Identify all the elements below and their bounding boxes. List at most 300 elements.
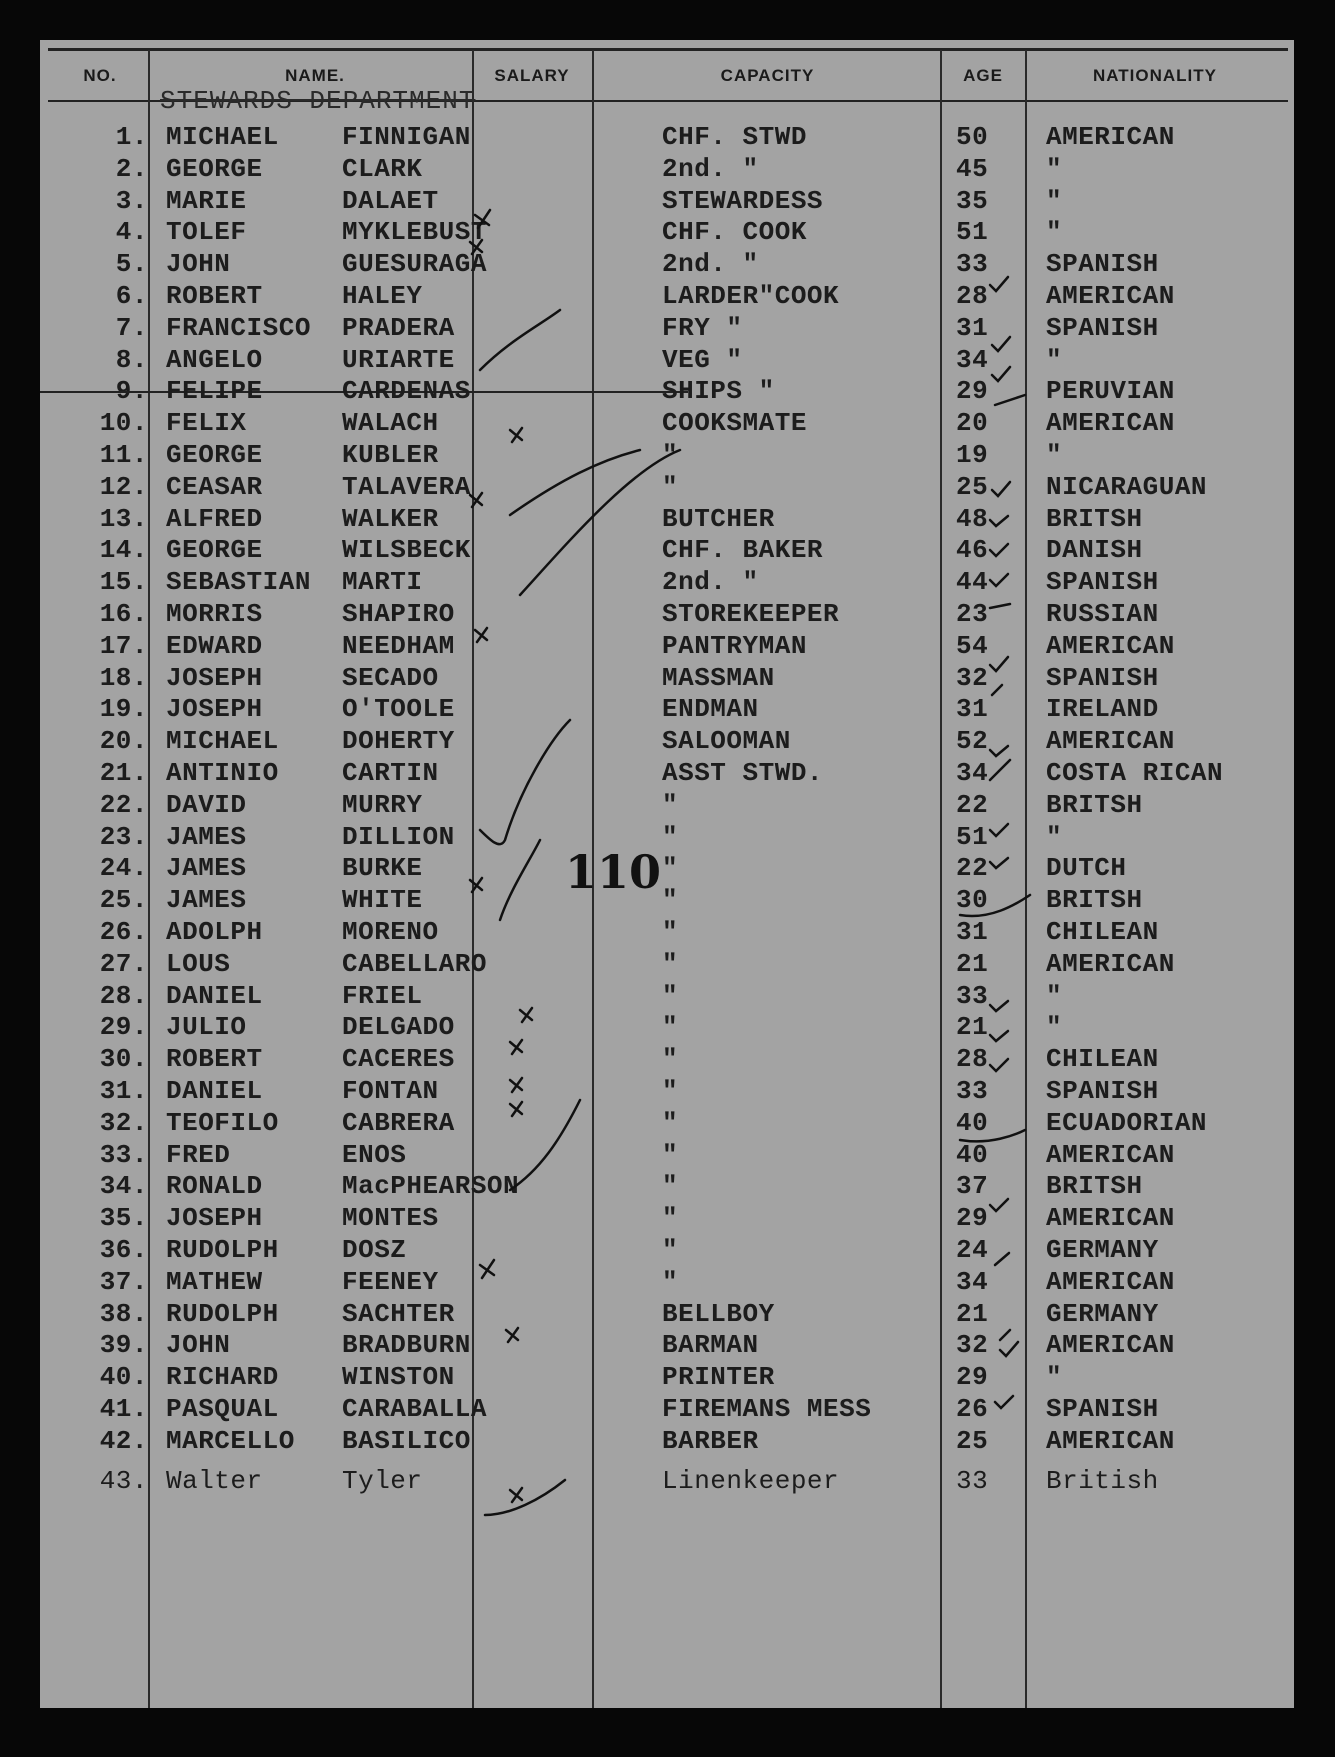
crew-first-name: FRANCISCO [166,312,311,343]
crew-row [40,1235,1294,1267]
crew-number: 39. [99,1330,148,1361]
crew-first-name: JOHN [166,249,231,280]
crew-nationality: " [1046,1362,1063,1393]
crew-capacity: " [662,948,679,979]
crew-row [40,631,1294,663]
crew-row [40,853,1294,885]
header-nationality: NATIONALITY [1092,66,1217,85]
crew-row [40,567,1294,599]
crew-last-name: WALACH [342,408,439,439]
crew-last-name: BASILICO [342,1425,471,1456]
crew-capacity: " [662,1266,679,1297]
crew-last-name: SHAPIRO [342,599,455,629]
crew-first-name: DANIEL [166,1076,263,1106]
crew-row [40,154,1294,186]
crew-last-name: KUBLER [342,440,439,470]
crew-nationality: " [1046,153,1063,184]
crew-number: 43. [99,1465,148,1496]
crew-nationality: SPANISH [1046,249,1159,280]
department-heading: STEWARDS DEPARTMENT [160,86,476,116]
crew-nationality: " [1046,185,1063,216]
crew-capacity: " [662,789,679,820]
crew-last-name: WINSTON [342,1362,455,1393]
crew-number: 18. [99,662,148,693]
crew-row [40,472,1294,504]
crew-age: 32 [956,662,989,693]
crew-row [40,313,1294,345]
crew-nationality: RUSSIAN [1046,599,1159,629]
crew-first-name: GEORGE [166,440,263,470]
crew-first-name: MATHEW [166,1266,263,1297]
crew-nationality: SPANISH [1046,662,1159,693]
crew-last-name: HALEY [342,281,423,311]
crew-age: 45 [956,153,989,184]
crew-age: 52 [956,726,989,757]
crew-first-name: FRED [166,1139,231,1170]
crew-first-name: RONALD [166,1171,263,1202]
crew-nationality: AMERICAN [1046,1266,1175,1297]
crew-last-name: MYKLEBUST [342,217,487,248]
crew-first-name: DANIEL [166,980,263,1011]
crew-first-name: MARCELLO [166,1425,295,1456]
crew-capacity: CHF. COOK [662,217,807,248]
crew-age: 19 [956,440,989,470]
crew-row [40,726,1294,758]
crew-last-name: CABRERA [342,1107,455,1138]
crew-age: 40 [956,1139,989,1170]
crew-number: 31. [99,1076,148,1106]
crew-last-name: CARABALLA [342,1394,487,1424]
crew-last-name: WILSBECK [342,535,471,566]
crew-age: 40 [956,1107,989,1138]
crew-row [40,885,1294,917]
crew-age: 28 [956,1044,989,1075]
crew-nationality: SPANISH [1046,567,1159,598]
crew-number: 40. [99,1362,148,1393]
crew-row [40,186,1294,218]
crew-number: 25. [99,885,148,916]
crew-capacity: CHF. BAKER [662,535,824,566]
crew-nationality: PERUVIAN [1046,376,1175,407]
crew-age: 51 [956,821,989,852]
crew-number: 9. [68,376,148,406]
crew-age: 23 [956,599,989,629]
crew-first-name: JOSEPH [166,1203,263,1234]
crew-age: 25 [956,471,989,502]
crew-number: 21. [99,758,148,788]
crew-last-name: MONTES [342,1203,439,1234]
crew-capacity: PRINTER [662,1362,775,1393]
crew-last-name: Tyler [342,1465,423,1496]
crew-first-name: ALFRED [166,503,263,534]
crew-row [40,981,1294,1013]
crew-capacity: " [662,440,679,470]
crew-first-name: JULIO [166,1012,247,1043]
header-no: NO. [83,66,117,85]
crew-first-name: FELIX [166,408,247,439]
crew-row [40,1012,1294,1044]
crew-nationality: " [1046,980,1063,1011]
crew-last-name: DILLION [342,821,455,852]
crew-number: 27. [99,948,148,979]
crew-age: 21 [956,948,989,979]
crew-first-name: EDWARD [166,630,263,661]
crew-capacity: " [662,1139,679,1170]
crew-age: 31 [956,312,989,343]
crew-capacity: " [662,853,679,884]
crew-age: 34 [956,344,989,375]
crew-age: 21 [956,1012,989,1043]
crew-capacity: " [662,1107,679,1138]
crew-capacity: STOREKEEPER [662,599,840,629]
crew-number: 20. [99,726,148,757]
crew-capacity: MASSMAN [662,662,775,693]
crew-number: 36. [99,1235,148,1265]
crew-last-name: FONTAN [342,1076,439,1106]
crew-nationality: GERMANY [1046,1298,1159,1329]
crew-age: 50 [956,122,989,152]
crew-nationality: AMERICAN [1046,1139,1175,1170]
crew-number: 23. [99,821,148,852]
crew-row [40,822,1294,854]
header-salary: SALARY [494,66,570,85]
crew-capacity: " [662,1076,679,1106]
manifest-sheet [40,40,1294,1708]
crew-last-name: MORENO [342,917,439,947]
crew-number: 28. [99,980,148,1011]
crew-capacity: BELLBOY [662,1298,775,1329]
crew-capacity: " [662,1012,679,1043]
crew-last-name: PRADERA [342,312,455,343]
crew-number: 17. [99,630,148,661]
crew-nationality: " [1046,344,1063,375]
crew-capacity: Linenkeeper [662,1465,840,1496]
crew-age: 33 [956,980,989,1011]
crew-row [40,758,1294,790]
crew-capacity: 2nd. " [662,567,759,598]
crew-nationality: AMERICAN [1046,948,1175,979]
crew-capacity: FRY " [662,312,743,343]
crew-last-name: WHITE [342,885,423,916]
crew-last-name: DOHERTY [342,726,455,757]
crew-nationality: SPANISH [1046,1394,1159,1424]
crew-number: 16. [99,599,148,629]
crew-row [40,376,1294,408]
crew-nationality: SPANISH [1046,1076,1159,1106]
crew-row [40,1108,1294,1140]
crew-number: 10. [99,408,148,439]
crew-number: 35. [99,1203,148,1234]
crew-row [40,122,1294,154]
crew-last-name: CARTIN [342,758,439,788]
crew-first-name: PASQUAL [166,1394,279,1424]
crew-row [40,1044,1294,1076]
crew-last-name: SACHTER [342,1298,455,1329]
crew-row [40,1466,1294,1498]
crew-nationality: " [1046,440,1063,470]
crew-number: 4. [115,217,148,248]
crew-number: 7. [115,312,148,343]
crew-last-name: ENOS [342,1139,407,1170]
crew-nationality: AMERICAN [1046,281,1175,311]
crew-age: 51 [956,217,989,248]
crew-row [40,1299,1294,1331]
crew-age: 33 [956,1076,989,1106]
crew-age: 29 [956,1362,989,1393]
crew-number: 24. [99,853,148,884]
crew-nationality: " [1046,1012,1063,1043]
crew-number: 6. [115,281,148,311]
crew-last-name: FEENEY [342,1266,439,1297]
crew-nationality: DUTCH [1046,853,1127,884]
crew-age: 31 [956,917,989,947]
crew-capacity: " [662,1044,679,1075]
crew-age: 29 [956,1203,989,1234]
crew-capacity: " [662,885,679,916]
crew-nationality: NICARAGUAN [1046,471,1208,502]
top-rule [48,48,1288,51]
crew-number: 11. [99,440,148,470]
crew-age: 33 [956,249,989,280]
crew-first-name: MARIE [166,185,247,216]
crew-nationality: AMERICAN [1046,408,1175,439]
crew-number: 12. [99,471,148,502]
crew-row [40,281,1294,313]
crew-first-name: DAVID [166,789,247,820]
crew-number: 13. [99,503,148,534]
crew-number: 5. [115,249,148,280]
crew-row [40,1171,1294,1203]
crew-nationality: CHILEAN [1046,917,1159,947]
crew-age: 21 [956,1298,989,1329]
crew-first-name: ANGELO [166,344,263,375]
crew-last-name: SECADO [342,662,439,693]
crew-last-name: MURRY [342,789,423,820]
crew-capacity: ASST STWD. [662,758,824,788]
crew-first-name: SEBASTIAN [166,567,311,598]
crew-capacity: FIREMANS MESS [662,1394,872,1424]
crew-row [40,1330,1294,1362]
crew-first-name: JAMES [166,821,247,852]
header-capacity: CAPACITY [720,66,815,85]
crew-last-name: CARDENAS [342,376,471,407]
crew-number: 41. [99,1394,148,1424]
crew-first-name: ROBERT [166,281,263,311]
crew-row [40,1076,1294,1108]
crew-last-name: GUESURAGA [342,249,487,280]
crew-first-name: JOSEPH [166,662,263,693]
crew-capacity: " [662,1235,679,1265]
crew-first-name: ADOLPH [166,917,263,947]
crew-nationality: GERMANY [1046,1235,1159,1265]
crew-capacity: " [662,1203,679,1234]
crew-age: 34 [956,758,989,788]
crew-age: 28 [956,281,989,311]
crew-first-name: CEASAR [166,471,263,502]
crew-row [40,663,1294,695]
crew-age: 37 [956,1171,989,1202]
crew-capacity: " [662,980,679,1011]
crew-first-name: JOSEPH [166,694,263,725]
crew-number: 8. [115,344,148,375]
crew-nationality: SPANISH [1046,312,1159,343]
crew-nationality: ECUADORIAN [1046,1107,1208,1138]
crew-capacity: PANTRYMAN [662,630,807,661]
crew-nationality: AMERICAN [1046,630,1175,661]
crew-number: 3. [115,185,148,216]
crew-row [40,408,1294,440]
crew-nationality: BRITSH [1046,503,1143,534]
crew-nationality: BRITSH [1046,885,1143,916]
crew-first-name: ANTINIO [166,758,279,788]
crew-age: 24 [956,1235,989,1265]
crew-row [40,217,1294,249]
crew-capacity: 2nd. " [662,153,759,184]
header-name: NAME. [285,66,345,85]
crew-first-name: JOHN [166,1330,231,1361]
crew-number: 37. [99,1266,148,1297]
crew-age: 32 [956,1330,989,1361]
crew-number: 15. [99,567,148,598]
crew-row [40,917,1294,949]
crew-row [40,249,1294,281]
crew-last-name: CABELLARO [342,948,487,979]
crew-nationality: AMERICAN [1046,1203,1175,1234]
crew-nationality: DANISH [1046,535,1143,566]
crew-capacity: BARMAN [662,1330,759,1361]
crew-number: 34. [99,1171,148,1202]
crew-nationality: AMERICAN [1046,1330,1175,1361]
crew-row [40,504,1294,536]
crew-last-name: FRIEL [342,980,423,1011]
crew-capacity: SALOOMAN [662,726,791,757]
crew-row [40,694,1294,726]
crew-capacity: ENDMAN [662,694,759,725]
crew-age: 20 [956,408,989,439]
crew-nationality: BRITSH [1046,1171,1143,1202]
crew-row [40,790,1294,822]
crew-number: 42. [99,1425,148,1456]
crew-row [40,345,1294,377]
crew-nationality: " [1046,821,1063,852]
crew-age: 29 [956,376,989,407]
crew-capacity: " [662,917,679,947]
crew-age: 26 [956,1394,989,1424]
crew-capacity: " [662,821,679,852]
crew-capacity: COOKSMATE [662,408,807,439]
crew-capacity: " [662,471,679,502]
crew-age: 34 [956,1266,989,1297]
crew-nationality: BRITSH [1046,789,1143,820]
crew-capacity: LARDER"COOK [662,281,840,311]
crew-first-name: RICHARD [166,1362,279,1393]
crew-row [40,949,1294,981]
crew-first-name: Walter [166,1465,263,1496]
crew-first-name: FELIPE [166,376,263,407]
crew-nationality: CHILEAN [1046,1044,1159,1075]
crew-capacity: STEWARDESS [662,185,824,216]
crew-first-name: RUDOLPH [166,1235,279,1265]
crew-age: 25 [956,1425,989,1456]
crew-last-name: URIARTE [342,344,455,375]
crew-last-name: CLARK [342,153,423,184]
crew-last-name: CACERES [342,1044,455,1075]
crew-number: 30. [99,1044,148,1075]
crew-age: 30 [956,885,989,916]
crew-row [40,440,1294,472]
crew-first-name: MICHAEL [166,122,279,152]
crew-number: 29. [99,1012,148,1043]
crew-capacity: CHF. STWD [662,122,807,152]
crew-first-name: MICHAEL [166,726,279,757]
crew-nationality: British [1046,1465,1159,1496]
crew-nationality: " [1046,217,1063,248]
crew-first-name: ROBERT [166,1044,263,1075]
crew-number: 2. [115,153,148,184]
crew-number: 22. [99,789,148,820]
crew-last-name: BRADBURN [342,1330,471,1361]
crew-row [40,1362,1294,1394]
crew-age: 35 [956,185,989,216]
crew-first-name: GEORGE [166,535,263,566]
crew-age: 54 [956,630,989,661]
crew-first-name: TEOFILO [166,1107,279,1138]
crew-last-name: BURKE [342,853,423,884]
crew-first-name: TOLEF [166,217,247,248]
crew-first-name: JAMES [166,853,247,884]
crew-number: 14. [99,535,148,566]
crew-first-name: GEORGE [166,153,263,184]
crew-last-name: WALKER [342,503,439,534]
crew-capacity: SHIPS " [662,376,775,407]
crew-last-name: DALAET [342,185,439,216]
crew-nationality: COSTA RICAN [1046,758,1224,788]
header-age: AGE [963,66,1003,85]
crew-age: 44 [956,567,989,598]
crew-first-name: MORRIS [166,599,263,629]
crew-age: 33 [956,1465,989,1496]
crew-capacity: " [662,1171,679,1202]
crew-row [40,1267,1294,1299]
crew-last-name: MacPHEARSON [342,1171,520,1202]
crew-last-name: FINNIGAN [342,122,471,152]
crew-age: 48 [956,503,989,534]
crew-nationality: AMERICAN [1046,122,1175,152]
crew-last-name: DOSZ [342,1235,407,1265]
crew-first-name: JAMES [166,885,247,916]
crew-row [40,1426,1294,1458]
crew-capacity: 2nd. " [662,249,759,280]
crew-row [40,535,1294,567]
crew-row [40,1203,1294,1235]
crew-first-name: LOUS [166,948,231,979]
crew-row [40,599,1294,631]
crew-age: 22 [956,789,989,820]
crew-number: 33. [99,1139,148,1170]
crew-nationality: AMERICAN [1046,1425,1175,1456]
crew-first-name: RUDOLPH [166,1298,279,1329]
crew-last-name: DELGADO [342,1012,455,1043]
crew-capacity: BARBER [662,1425,759,1456]
crew-age: 31 [956,694,989,725]
crew-number: 19. [99,694,148,725]
stamp-number: 110 [565,845,662,899]
crew-nationality: IRELAND [1046,694,1159,725]
crew-row [40,1394,1294,1426]
crew-capacity: VEG " [662,344,743,375]
crew-row [40,1140,1294,1172]
crew-last-name: O'TOOLE [342,694,455,725]
